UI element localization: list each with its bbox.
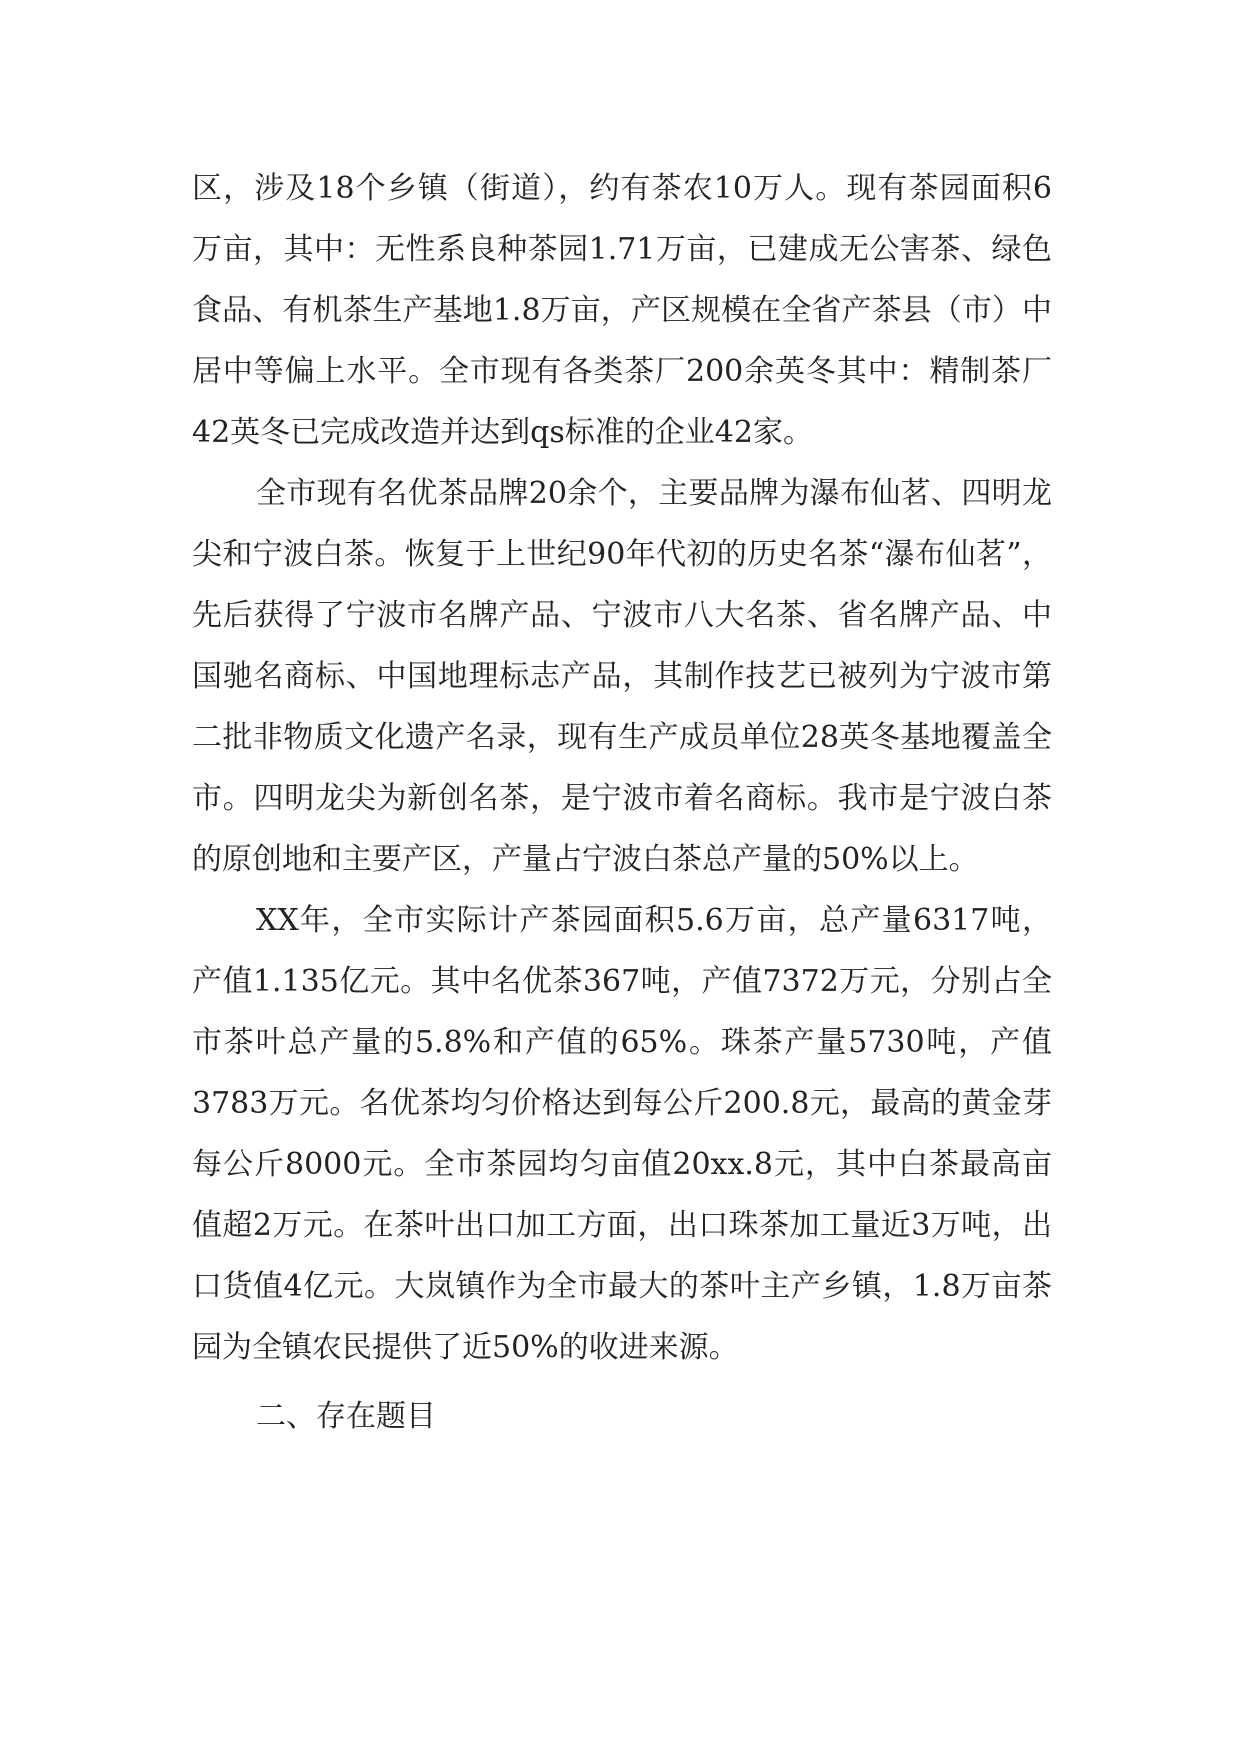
paragraph-production: XX年，全市实际计产茶园面积5.6万亩，总产量6317吨，产值1.135亿元。其中名优茶367吨，产值7372万元，分别占全市茶叶总产量的5.8%和产值的65%。珠茶产量5730吨，产值3783万元。名优茶均匀价格达到每公斤200.8元，最高的黄金芽每公斤8000元。全市茶园均匀亩值20xx.8元，其中白茶最高亩值超2万元。在茶叶出口加工方面，出口珠茶加工量近3万吨，出口货值4亿元。大岚镇作为全市最大的茶叶主产乡镇，1.8万亩茶园为全镇农民提供了近50%的收进来源。	[192, 903, 1052, 1365]
paragraph-brands: 全市现有名优茶品牌20余个，主要品牌为瀑布仙茗、四明龙尖和宁波白茶。恢复于上世纪90年代初的历史名茶“瀑布仙茗”，先后获得了宁波市名牌产品、宁波市八大名茶、省名牌产品、中国驰名商标、中国地理标志产品，其制作技艺已被列为宁波市第二批非物质文化遗产名录，现有生产成员单位28英冬基地覆盖全市。四明龙尖为新创名茶，是宁波市着名商标。我市是宁波白茶的原创地和主要产区，产量占宁波白茶总产量的50%以上。	[192, 476, 1052, 877]
document-body	[192, 158, 1052, 1447]
paragraph-continued: 区，涉及18个乡镇（街道），约有茶农10万人。现有茶园面积6万亩，其中：无性系良种茶园1.71万亩，已建成无公害茶、绿色食品、有机茶生产基地1.8万亩，产区规模在全省产茶县（市）中居中等偏上水平。全市现有各类茶厂200余英冬其中：精制茶厂42英冬已完成改造并达到qs标准的企业42家。	[192, 171, 1052, 450]
section-heading: 二、存在题目	[256, 1399, 436, 1434]
